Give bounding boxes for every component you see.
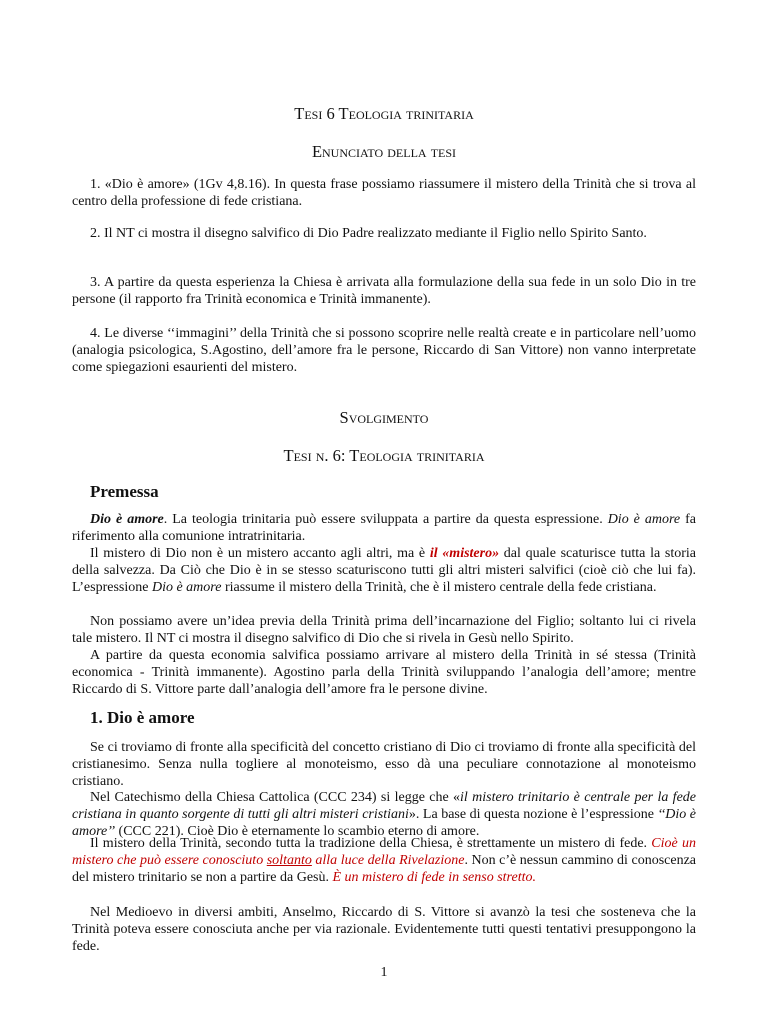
section1-paragraph-1: Se ci troviamo di fronte alla specificità del concetto cristiano di Dio ci troviamo di fronte alla specificità del cristianesimo. Senza nulla togliere al monoteismo, esso dà una peculiare connotazione al monoteismo cristiano.	[72, 740, 696, 789]
premessa-paragraph-2: Il mistero di Dio non è un mistero accanto agli altri, ma è il «mistero» dal quale scaturisce tutta la storia della salvezza. Da Ciò che Dio è in se stesso scaturiscono tutti gli altri misteri salvifici (cioè ciò che lui fa). L’espressione Dio è amore riassume il mistero della Trinità, che è il mistero centrale della fede cristiana.	[72, 546, 696, 595]
section1-paragraph-3: Il mistero della Trinità, secondo tutta la tradizione della Chiesa, è strettamente un mistero di fede. Cioè un mistero che può essere conosciuto soltanto alla luce della Rivelazione. Non c’è nessun cammino di conoscenza del mistero trinitario se non a partire da Gesù. È un mistero di fede in senso stretto.	[72, 836, 696, 885]
section1-paragraph-4: Nel Medioevo in diversi ambiti, Anselmo, Riccardo di S. Vittore si avanzò la tesi che sosteneva che la Trinità poteva essere conosciuta anche per via razionale. Evidentemente tutti questi tentativi presuppongono la fede.	[72, 905, 696, 954]
section-title-svolgimento: Svolgimento	[339, 408, 429, 427]
enunciato-item-4: 4. Le diverse ‘‘immagini’’ della Trinità che si possono scoprire nelle realtà create e in particolare nell’uomo (analogia psicologica, S.Agostino, dell’amore fra le persone, Riccardo di San Vittore) non vanno interpretate come spiegazioni esaurienti del mistero.	[72, 326, 696, 375]
heading-premessa: Premessa	[90, 482, 159, 501]
page-title: Tesi 6 Teologia trinitaria	[294, 104, 474, 123]
heading-dio-e-amore: 1. Dio è amore	[90, 708, 195, 727]
enunciato-item-3: 3. A partire da questa esperienza la Chiesa è arrivata alla formulazione della sua fede in un solo Dio in tre persone (il rapporto fra Trinità economica e Trinità immanente).	[72, 275, 696, 307]
section-subtitle-tesi: Tesi n. 6: Teologia trinitaria	[283, 446, 485, 465]
premessa-paragraph-1: Dio è amore. La teologia trinitaria può essere sviluppata a partire da questa espressione. Dio è amore fa riferimento alla comunione intratrinitaria.	[72, 512, 697, 544]
premessa-paragraph-4: A partire da questa economia salvifica possiamo arrivare al mistero della Trinità in sé stessa (Trinità economica - Trinità immanente). Agostino parla della Trinità sviluppando l’analogia dell’amore; mentre Riccardo di S. Vittore parte dall’analogia dell’amore fra le persone divine.	[72, 648, 696, 697]
section1-paragraph-2: Nel Catechismo della Chiesa Cattolica (CCC 234) si legge che «il mistero trinitario è centrale per la fede cristiana in quanto sorgente di tutti gli altri misteri cristiani». La base di questa nozione è l’espressione ‘‘Dio è amore’’ (CCC 221). Cioè Dio è eternamente lo scambio eterno di amore.	[72, 790, 696, 839]
premessa-paragraph-3: Non possiamo avere un’idea previa della Trinità prima dell’incarnazione del Figlio; soltanto lui ci rivela tale mistero. Il NT ci mostra il disegno salvifico di Dio che si rivela in Gesù nello Spirito.	[72, 614, 696, 646]
enunciato-item-1: 1. «Dio è amore» (1Gv 4,8.16). In questa frase possiamo riassumere il mistero della Trinità che si trova al centro della professione di fede cristiana.	[72, 177, 696, 209]
page-number: 1	[380, 965, 388, 980]
section-title-enunciato: Enunciato della tesi	[311, 142, 457, 161]
enunciato-item-2: 2. Il NT ci mostra il disegno salvifico di Dio Padre realizzato mediante il Figlio nello Spirito Santo.	[90, 226, 647, 241]
